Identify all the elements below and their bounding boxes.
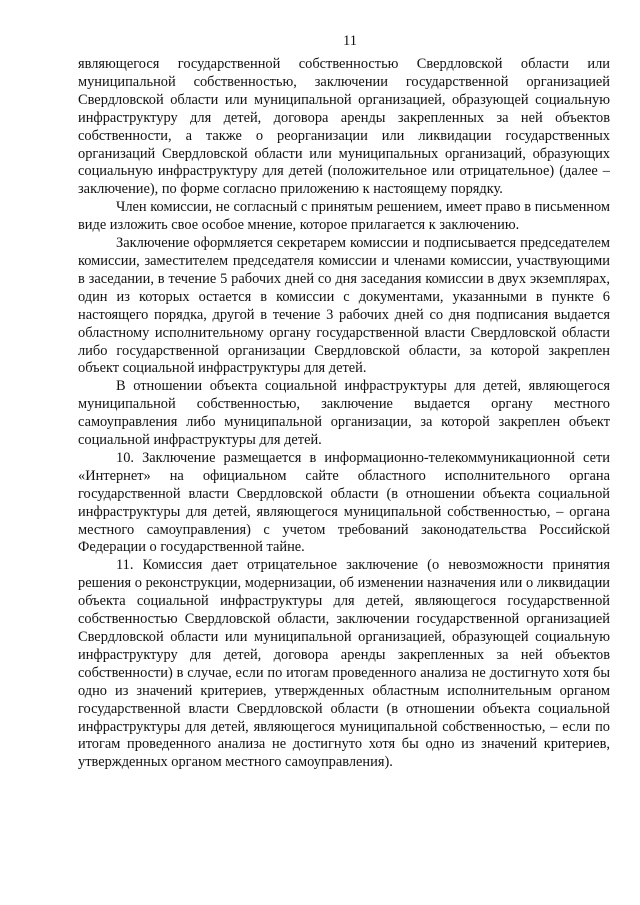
paragraph-conclusion-execution: Заключение оформляется секретарем комиссии и подписывается председателем комиссии, заместителем председателя комиссии и членами комиссии, участвующими в заседании, в течение 5 рабочих дней со дня заседания комиссии в двух экземплярах, один из которых остается в комиссии с документами, указанными в пункте 6 настоящего порядка, другой в течение 3 рабочих дней со дня подписания выдается областному исполнительному органу государственной власти Свердловской области либо государственной организации Свердловской области, за которой закреплен объект социальной инфраструктуры для детей. [78,235,610,377]
document-page [78,32,610,772]
paragraph-dissenting-opinion: Член комиссии, не согласный с принятым решением, имеет право в письменном виде изложить свое особое мнение, которое прилагается к заключению. [78,199,610,234]
paragraph-item-10: 10. Заключение размещается в информационно-телекоммуникационной сети «Интернет» на официальном сайте областного исполнительного органа государственной власти Свердловской области (в отношении объекта социальной инфраструктуры для детей, являющегося муниципальной собственностью, – органа местного самоуправления) с учетом требований законодательства Российской Федерации о государственной тайне. [78,449,610,556]
paragraph-municipal-objects: В отношении объекта социальной инфраструктуры для детей, являющегося муниципальной собственностью, заключение выдается органу местного самоуправления либо муниципальной организации, за которой закреплен объект социальной инфраструктуры для детей. [78,378,610,449]
paragraph-continuation: являющегося государственной собственностью Свердловской области или муниципальной собственностью, заключении государственной организацией Свердловской области или муниципальной организацией, образующей социальную инфраструктуру для детей, договора аренды закрепленных за ней объектов собственности, а также о реорганизации или ликвидации государственных организаций Свердловской области или муниципальных организаций, образующих социальную инфраструктуру для детей (положительное или отрицательное) (далее – заключение), по форме согласно приложению к настоящему порядку. [78,56,610,198]
paragraph-item-11: 11. Комиссия дает отрицательное заключение (о невозможности принятия решения о реконструкции, модернизации, об изменении назначения или о ликвидации объекта социальной инфраструктуры для детей, являющегося государственной собственностью Свердловской области, заключении государственной организацией Свердловской области или муниципальной организацией, образующей социальную инфраструктуру для детей, договора аренды закрепленных за ней объектов собственности) в случае, если по итогам проведенного анализа не достигнуто хотя бы одно из значений критериев, утвержденных областным исполнительным органом государственной власти Свердловской области (в отношении объекта социальной инфраструктуры для детей, являющегося муниципальной собственностью, – если по итогам проведенного анализа не достигнуто хотя бы одно из значений критериев, утвержденных органом местного самоуправления). [78,557,610,771]
page-number: 11 [343,33,357,49]
